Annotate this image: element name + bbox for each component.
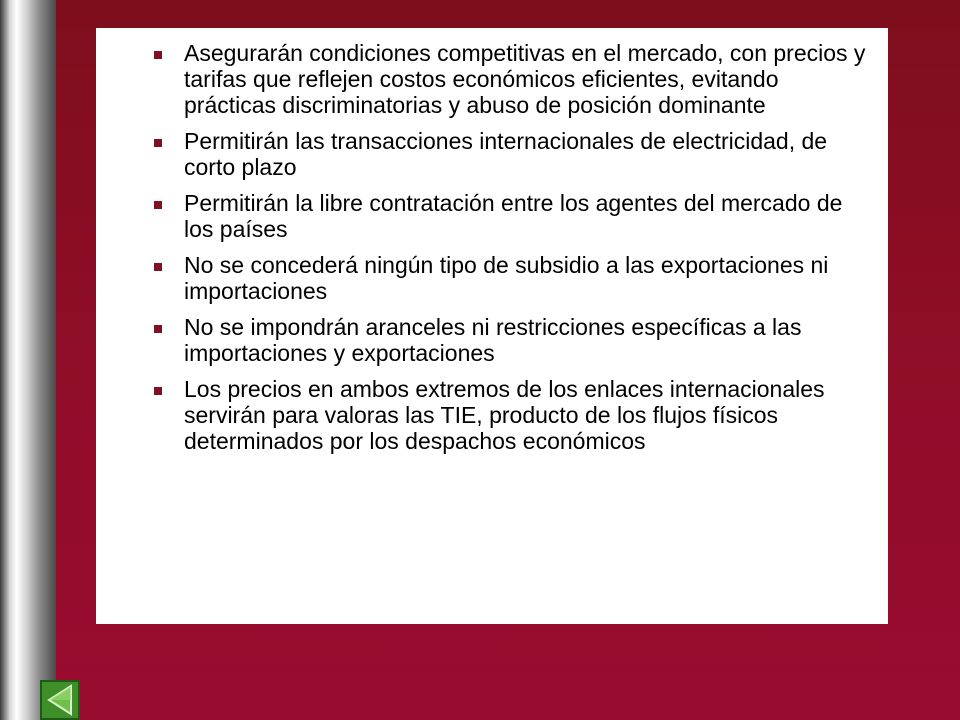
bullet-item xyxy=(150,40,870,118)
previous-slide-button[interactable] xyxy=(40,680,80,720)
bullet-item xyxy=(150,252,870,304)
bullet-text: No se concederá ningún tipo de subsidio a las exportaciones ni importaciones xyxy=(184,252,829,304)
bullet-text: Permitirán la libre contratación entre los agentes del mercado de los países xyxy=(184,190,843,242)
bullet-text: No se impondrán aranceles ni restricciones específicas a las importaciones y exportaciones xyxy=(184,314,802,366)
content-box xyxy=(96,28,888,624)
square-bullet-icon xyxy=(154,387,162,395)
bullet-item xyxy=(150,190,870,242)
square-bullet-icon xyxy=(154,51,162,59)
bullet-text: Asegurarán condiciones competitivas en el mercado, con precios y tarifas que reflejen costos económicos eficientes, evitando prácticas discriminatorias y abuso de posición dominante xyxy=(184,40,866,118)
bullet-list xyxy=(150,40,870,454)
square-bullet-icon xyxy=(154,201,162,209)
bullet-item xyxy=(150,128,870,180)
square-bullet-icon xyxy=(154,263,162,271)
decorative-side-bar xyxy=(0,0,56,720)
triangle-left-icon xyxy=(42,682,78,718)
bullet-text: Los precios en ambos extremos de los enlaces internacionales servirán para valoras las TIE, producto de los flujos físicos determinados por los despachos económicos xyxy=(184,376,825,454)
square-bullet-icon xyxy=(154,139,162,147)
square-bullet-icon xyxy=(154,325,162,333)
bullet-item xyxy=(150,314,870,366)
bullet-item xyxy=(150,376,870,454)
bullet-text: Permitirán las transacciones internacionales de electricidad, de corto plazo xyxy=(184,128,828,180)
